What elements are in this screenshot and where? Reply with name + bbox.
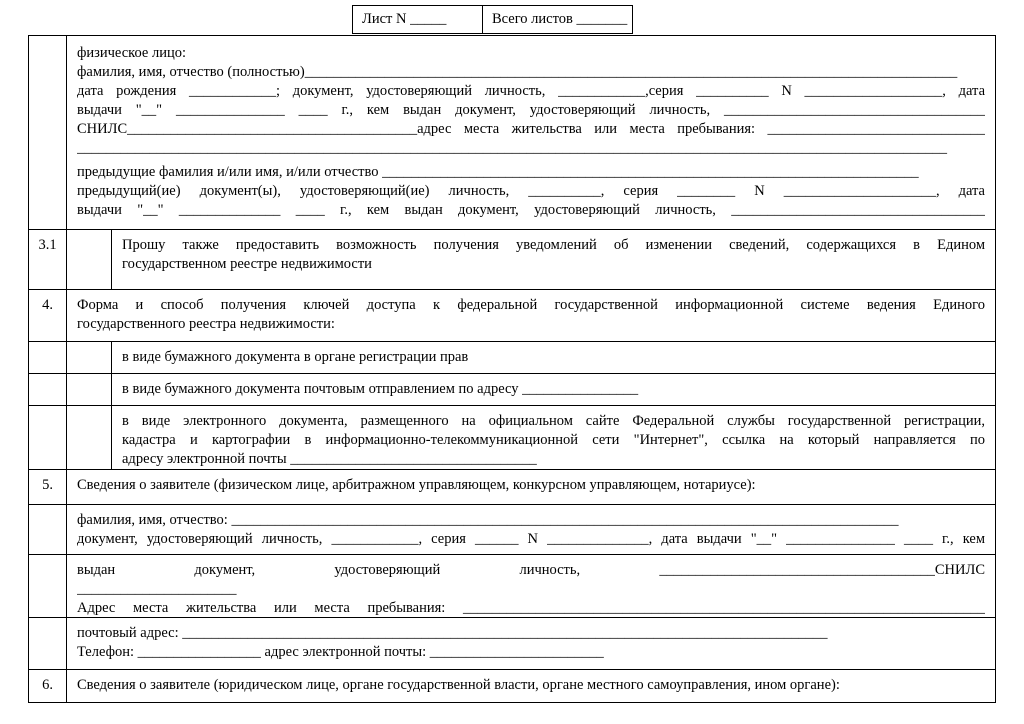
row-access (29, 289, 995, 341)
access-paper-option: в виде бумажного документа в органе регистрации прав (122, 349, 469, 365)
row-number-cell: 3.1 (29, 230, 67, 289)
mark-cell (67, 406, 112, 469)
individual-block (67, 36, 995, 229)
legal-header-block (67, 670, 995, 702)
row-access-mail (29, 373, 995, 405)
row-individual (29, 36, 995, 229)
row-applicant-header (29, 469, 995, 504)
row-number-cell (29, 505, 67, 554)
field-fio-full: фамилия, имя, отчество (полностью)__________________________________________________________________________________________ (77, 64, 958, 80)
row-number-cell (29, 406, 67, 469)
access-electronic-line1: в виде электронного документа, размещенного на официальном сайте Федеральной службы государственной регистрации, (122, 413, 985, 429)
row-number-cell (29, 374, 67, 405)
mark-cell (67, 230, 112, 289)
field-address-continuation: ________________________________________________________________________________________________________________________ (77, 140, 947, 156)
field-issue-date-issuer: выдачи "__" _______________ ____ г., кем выдан документ, удостоверяющий личность, ____________________________________ (77, 102, 985, 118)
row-applicant-issued (29, 554, 995, 617)
field-phone-email: Телефон: _________________ адрес электронной почты: ________________________ (77, 644, 604, 660)
applicant-header-text: Сведения о заявителе (физическом лице, арбитражном управляющем, конкурсном управляющем, нотариусе): (77, 477, 756, 493)
field-applicant-fio: фамилия, имя, отчество: ____________________________________________________________________________________________ (77, 512, 899, 528)
field-applicant-document: документ, удостоверяющий личность, ____________, серия ______ N ______________, дата выдачи "__" _______________ ____ г., кем (77, 531, 985, 547)
sheet-number-field: Лист N _____ (353, 6, 483, 33)
row-access-electronic (29, 405, 995, 469)
individual-label: физическое лицо: (77, 45, 186, 61)
row-number-cell: 6. (29, 670, 67, 702)
applicant-issued-block (67, 555, 995, 617)
field-previous-issue-date: выдачи "__" ______________ ____ г., кем выдан документ, удостоверяющий личность, ___________________________________ (77, 202, 985, 218)
row-number-cell (29, 36, 67, 229)
sheet-counter-box (352, 5, 633, 34)
access-paper-block (112, 342, 995, 373)
applicant-header-block (67, 470, 995, 504)
row-number-cell: 4. (29, 290, 67, 341)
field-snils-address: СНИЛС________________________________________адрес места жительства или места пребывания: ______________________________ (77, 121, 985, 137)
field-applicant-issuer-snils: выдан документ, удостоверяющий личность, ______________________________________СНИЛС (77, 562, 985, 578)
row-number-cell (29, 555, 67, 617)
row-access-paper (29, 341, 995, 373)
field-applicant-address: Адрес места жительства или места пребывания: ________________________________________________________________________ (77, 600, 985, 616)
legal-header-text: Сведения о заявителе (юридическом лице, органе государственной власти, органе местного самоуправления, ином органе): (77, 677, 840, 693)
notify-text-line2: государственном реестре недвижимости (122, 256, 372, 272)
notify-block (112, 230, 995, 289)
field-birthdate-document: дата рождения ____________; документ, удостоверяющий личность, ____________,серия __________ N ___________________, дата (77, 83, 985, 99)
field-postal-address: почтовый адрес: _________________________________________________________________________________________ (77, 625, 828, 641)
mark-cell (67, 342, 112, 373)
access-mail-option: в виде бумажного документа почтовым отправлением по адресу ________________ (122, 381, 639, 397)
applicant-fio-block (67, 505, 995, 554)
access-electronic-line2: кадастра и картографии в информационно-телекоммуникационной сети "Интернет", ссылка на который направляется по (122, 432, 985, 448)
field-previous-document: предыдущий(ие) документ(ы), удостоверяющий(ие) личность, __________, серия ________ N _____________________, дата (77, 183, 985, 199)
row-number-cell: 5. (29, 470, 67, 504)
field-snils-continuation: ______________________ (77, 581, 237, 597)
access-electronic-line3: адресу электронной почты __________________________________ (122, 451, 537, 467)
total-sheets-field: Всего листов _______ (492, 11, 628, 27)
notify-text-line1: Прошу также предоставить возможность получения уведомлений об изменении сведений, содержащихся в Едином (122, 237, 985, 253)
request-form-table (28, 35, 996, 703)
row-applicant-contact (29, 617, 995, 669)
access-header-line1: Форма и способ получения ключей доступа к федеральной государственной информационной системе ведения Единого (77, 297, 985, 313)
field-previous-names: предыдущие фамилия и/или имя, и/или отчество __________________________________________________________________________ (77, 164, 919, 180)
row-applicant-fio (29, 504, 995, 554)
applicant-contact-block (67, 618, 995, 669)
row-legal-header (29, 669, 995, 702)
access-electronic-block (112, 406, 995, 469)
access-header-block (67, 290, 995, 341)
row-notify (29, 229, 995, 289)
mark-cell (67, 374, 112, 405)
access-header-line2: государственного реестра недвижимости: (77, 316, 335, 332)
row-number-cell (29, 618, 67, 669)
access-mail-block (112, 374, 995, 405)
row-number-cell (29, 342, 67, 373)
